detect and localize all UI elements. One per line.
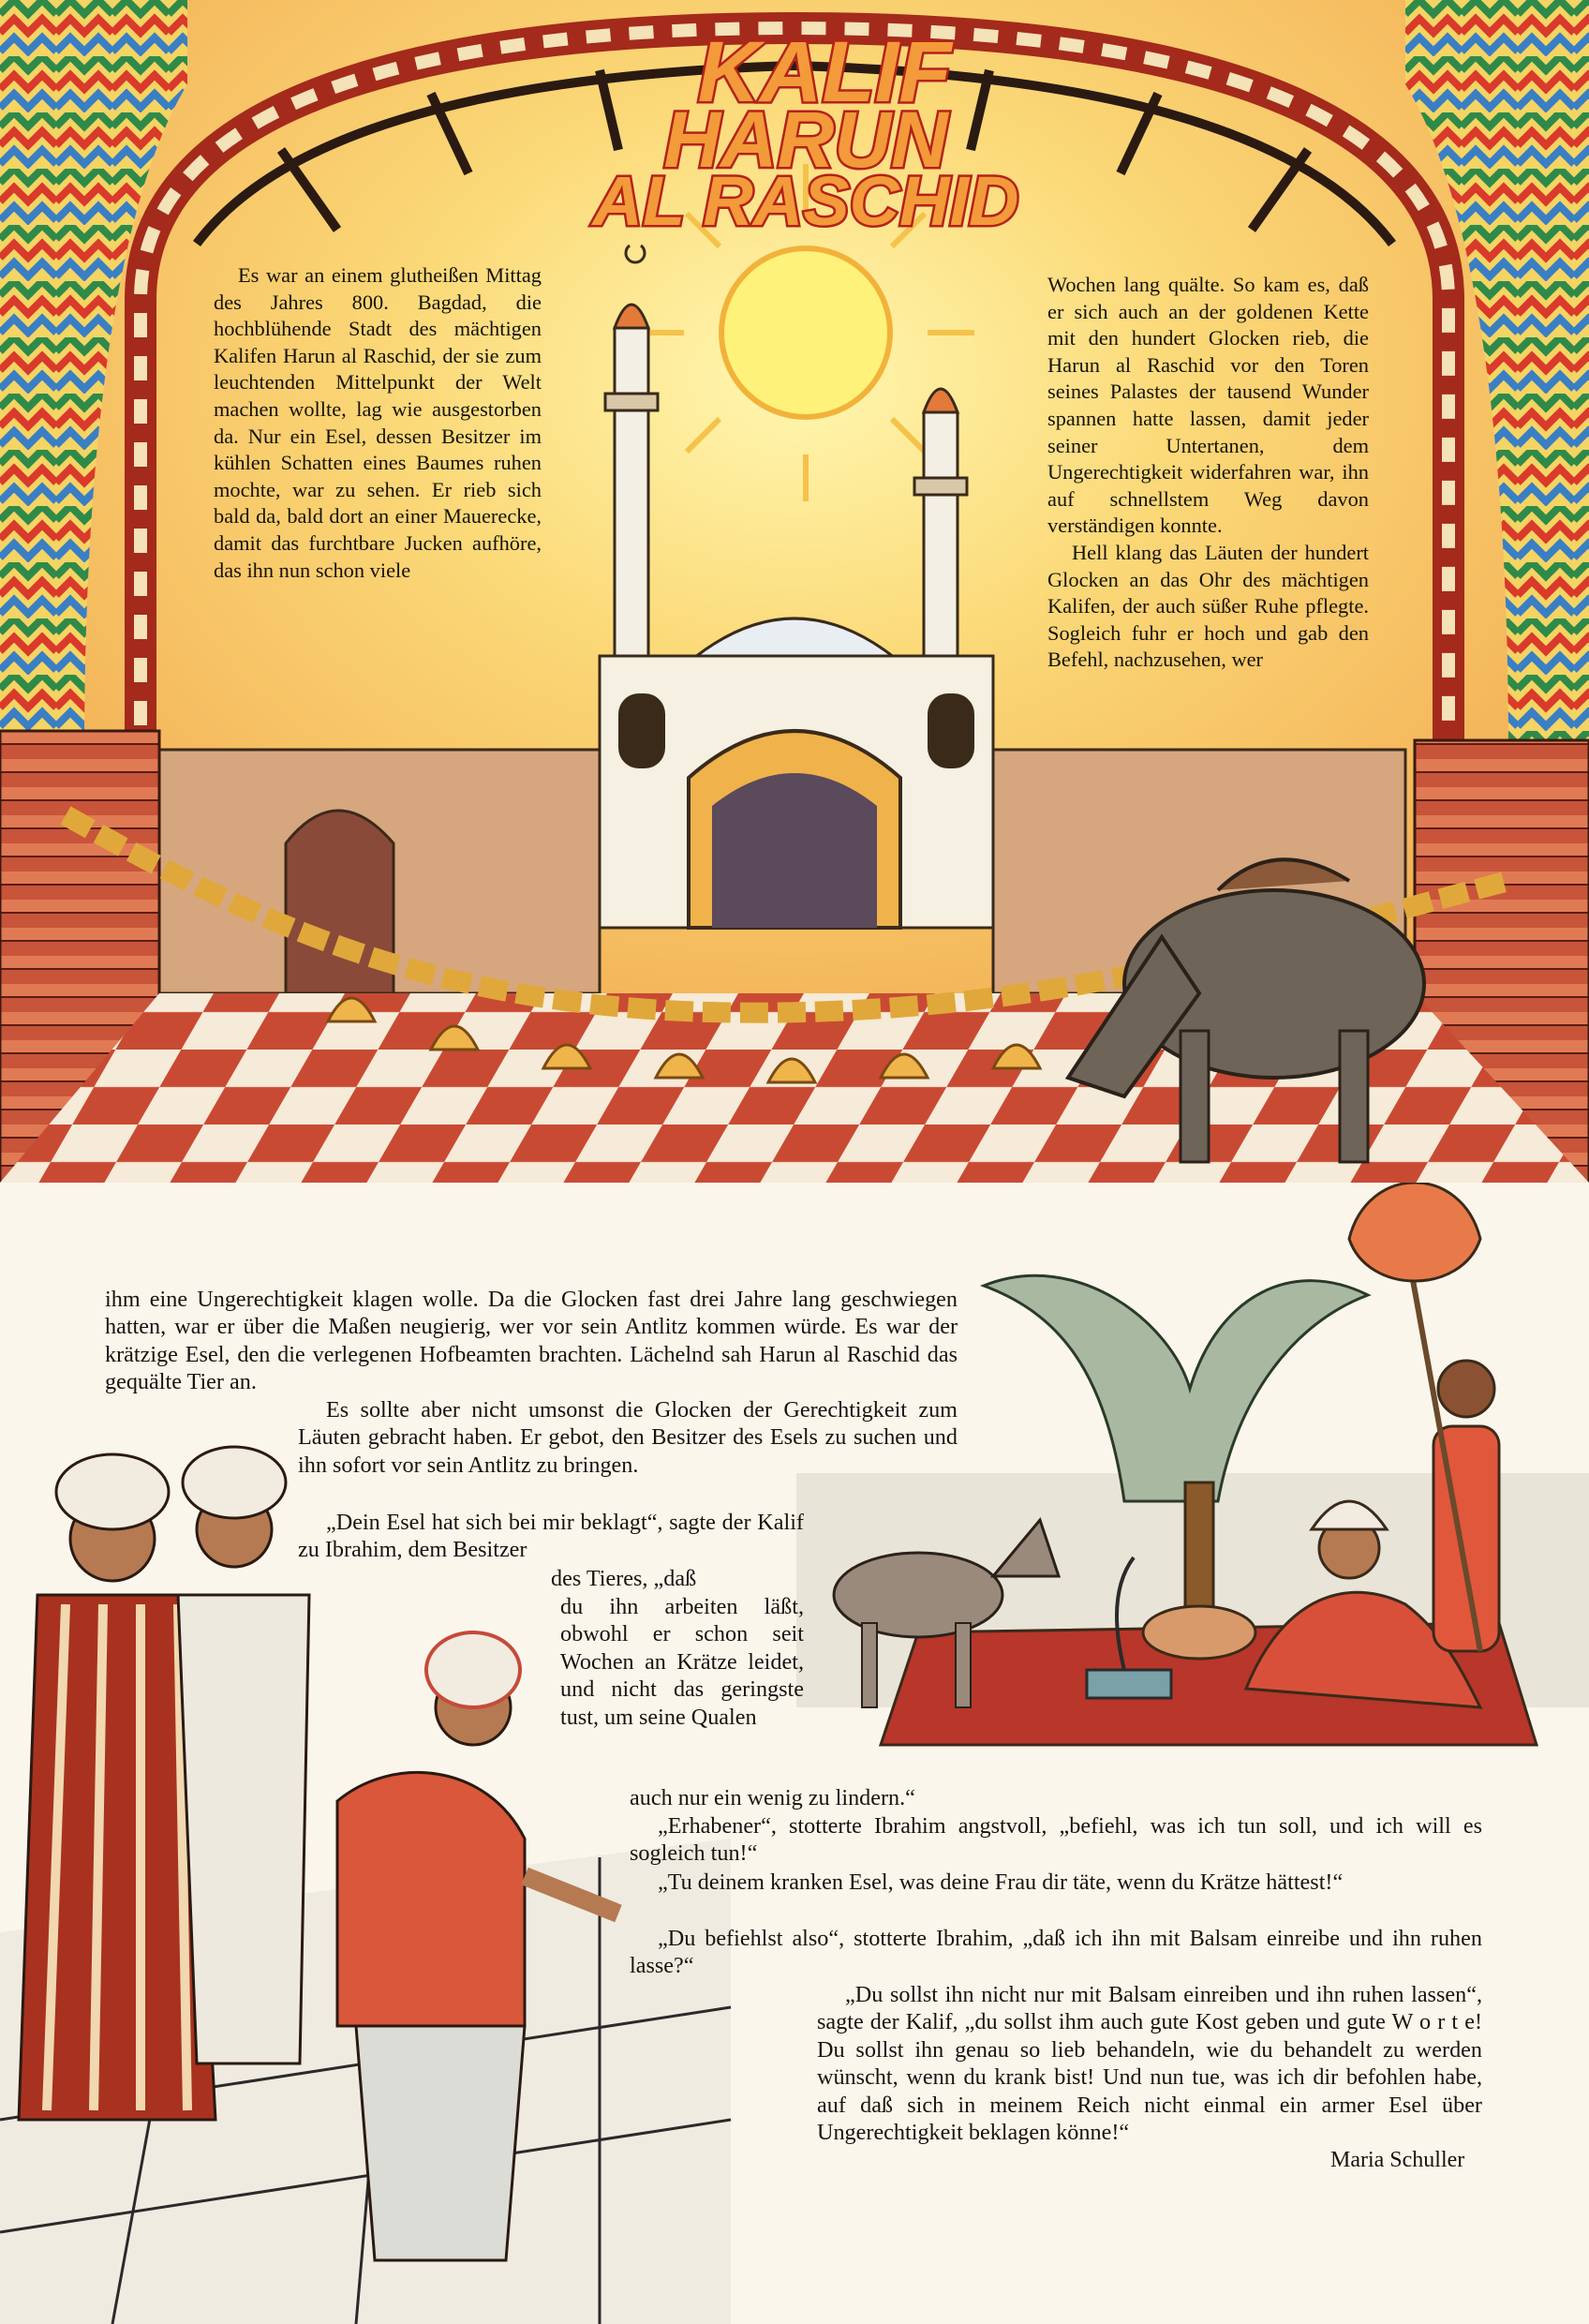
text-block: des Tieres, „daß <box>551 1566 697 1591</box>
story-paragraph: Hell klang das Läuten der hundert Glocken an das Ohr des mächtigen Kalifen, der auch süßer Ruhe pflegte. Sogleich fuhr er hoch und gab den Befehl, nachzusehen, wer <box>1047 540 1369 672</box>
text-block: „Du sollst ihn nicht nur mit Balsam einreiben und ihn ruhen lassen“, sagte der Kalif, „du sollst ihm auch gute Kost geben und gute W o r t e! Du sollst ihn genau so lieb behandeln, wie du behandelt zu werden wünscht, wenn du krank bist! Und nun tue, was ich dir befohlen habe, auf daß sich in meinem Reich nicht einmal ein armer Esel über Ungerechtigkeit beklagen könne!“ <box>817 1982 1482 2146</box>
story-paragraph: Wochen lang quälte. So kam es, daß er sich auch an der goldenen Kette mit den hundert Glocken rieb, die Harun al Raschid vor den Toren seines Palastes der tausend Wunder spannen hatte lassen, damit jeder seiner Untertanen, dem Ungerechtigkeit widerfahren war, ihn auf schnellstem Weg davon verständigen konnte. <box>1047 273 1369 538</box>
text-block: du ihn arbeiten läßt, obwohl er schon seit Wochen an Krätze leidet, und nicht das geringste tust, um seine Qualen <box>560 1594 804 1730</box>
story-paragraph: Es war an einem glutheißen Mittag des Jahres 800. Bagdad, die hochblühende Stadt des mächtigen Kalifen Harun al Raschid, der sie zum leuchtenden Mittelpunkt der Welt machen wollte, lag wie ausgestorben da. Nur ein Esel, dessen Besitzer im kühlen Schatten eines Baumes ruhen mochte, war zu sehen. Er rieb sich bald da, bald dort an einer Mauerecke, damit das furchtbare Jucken aufhöre, das ihn nun schon viele <box>214 263 542 582</box>
story-column-right <box>1047 272 1369 674</box>
title-line-2: HARUN <box>663 96 948 184</box>
palace-building <box>600 618 993 928</box>
text-block: „Du befiehlst also“, stotterte Ibrahim, „daß ich ihn mit Balsam einreibe und ihn ruhen lasse?“ <box>630 1926 1482 1979</box>
author-signature: Maria Schuller <box>1330 2148 1465 2172</box>
text-block: ihm eine Ungerechtigkeit klagen wolle. Da die Glocken fast drei Jahre lang geschwiegen hatten, war er über die Maßen neugierig, wer vor sein Antlitz kommen würde. Es war der krätzige Esel, den die verlegenen Hofbeamten brachten. Lächelnd sah Harun al Raschid das gequälte Tier an. <box>105 1287 958 1395</box>
text-block: „Erhabener“, stotterte Ibrahim angstvoll, „befiehl, was ich tun soll, und ich will es sogleich tun!“ <box>630 1813 1482 1867</box>
text-block: „Dein Esel hat sich bei mir beklagt“, sagte der Kalif zu Ibrahim, dem Besitzer <box>298 1510 804 1563</box>
title-line-3: AL RASCHID <box>592 162 1019 240</box>
text-block: Es sollte aber nicht umsonst die Glocken der Gerechtigkeit zum Läuten gebracht haben. Er gebot, den Besitzer des Esels zu suchen und ihn sofort vor sein Antlitz zu bringen. <box>298 1397 958 1478</box>
text-block: „Tu deinem kranken Esel, was deine Frau dir täte, wenn du Krätze hättest!“ <box>658 1870 1344 1895</box>
story-column-left <box>214 262 542 584</box>
title-line-1: KALIF <box>697 24 952 120</box>
text-block: auch nur ein wenig zu lindern.“ <box>630 1785 915 1810</box>
